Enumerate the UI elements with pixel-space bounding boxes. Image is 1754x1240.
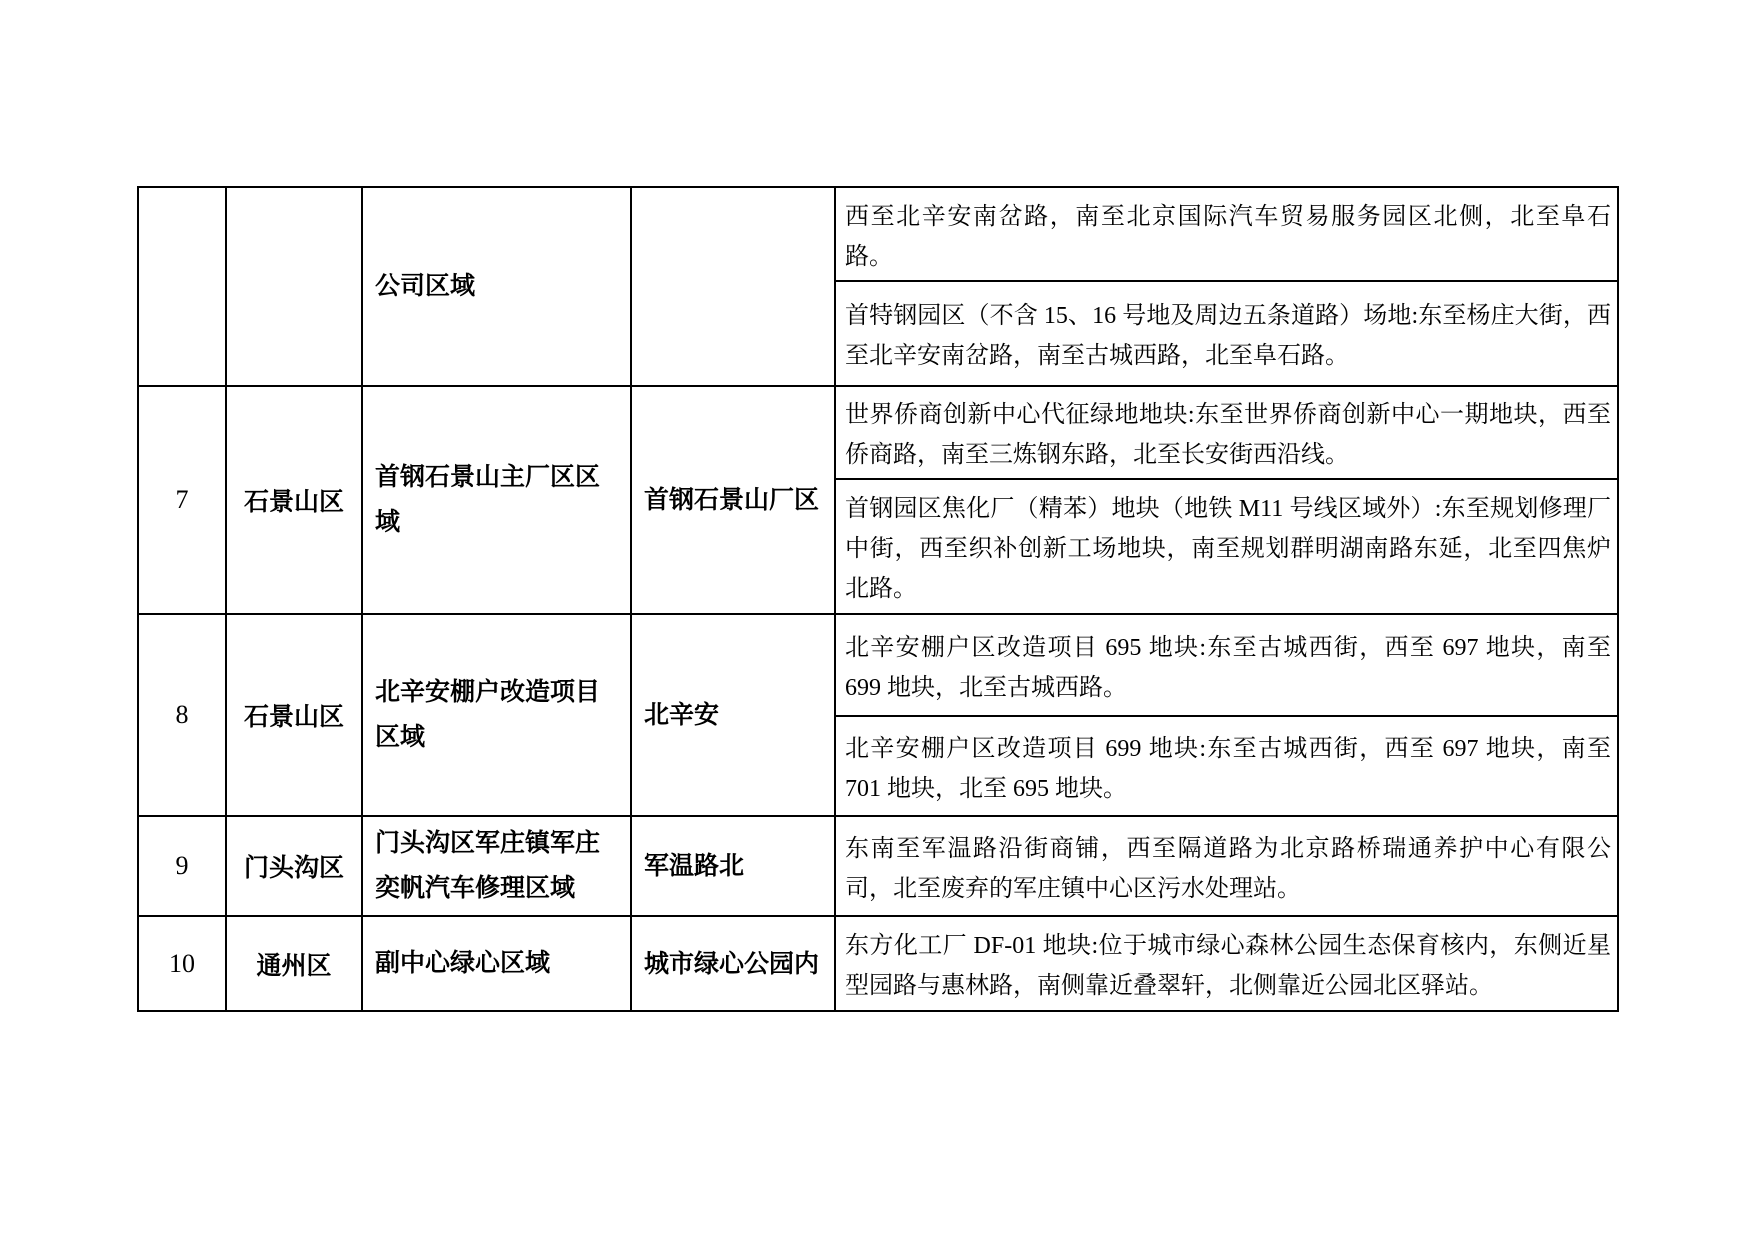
cell-area: 北辛安棚户改造项目区域 <box>362 614 631 816</box>
table-row <box>138 614 1618 716</box>
cell-location: 首钢石景山厂区 <box>631 386 835 614</box>
cell-district: 石景山区 <box>226 386 362 614</box>
district-area-table <box>137 186 1619 1012</box>
table-row <box>138 916 1618 1011</box>
cell-description: 东方化工厂 DF-01 地块:位于城市绿心森林公园生态保育核内，东侧近星型园路与惠林路，南侧靠近叠翠轩，北侧靠近公园北区驿站。 <box>835 916 1618 1011</box>
cell-area: 副中心绿心区域 <box>362 916 631 1011</box>
cell-description: 首特钢园区（不含 15、16 号地及周边五条道路）场地:东至杨庄大街，西至北辛安南岔路，南至古城西路，北至阜石路。 <box>835 281 1618 386</box>
cell-number: 8 <box>138 614 226 816</box>
cell-area: 首钢石景山主厂区区域 <box>362 386 631 614</box>
cell-location: 军温路北 <box>631 816 835 916</box>
cell-description: 首钢园区焦化厂（精苯）地块（地铁 M11 号线区域外）:东至规划修理厂中街，西至织补创新工场地块，南至规划群明湖南路东延，北至四焦炉北路。 <box>835 479 1618 614</box>
cell-district <box>226 187 362 386</box>
cell-description: 世界侨商创新中心代征绿地地块:东至世界侨商创新中心一期地块，西至侨商路，南至三炼钢东路，北至长安街西沿线。 <box>835 386 1618 479</box>
cell-description: 西至北辛安南岔路，南至北京国际汽车贸易服务园区北侧，北至阜石路。 <box>835 187 1618 281</box>
cell-number: 10 <box>138 916 226 1011</box>
cell-description: 北辛安棚户区改造项目 695 地块:东至古城西街，西至 697 地块，南至 699 地块，北至古城西路。 <box>835 614 1618 716</box>
cell-description: 北辛安棚户区改造项目 699 地块:东至古城西街，西至 697 地块，南至 701 地块，北至 695 地块。 <box>835 716 1618 816</box>
cell-location: 北辛安 <box>631 614 835 816</box>
cell-area: 门头沟区军庄镇军庄奕帆汽车修理区域 <box>362 816 631 916</box>
table-row <box>138 187 1618 281</box>
cell-number: 7 <box>138 386 226 614</box>
cell-district: 门头沟区 <box>226 816 362 916</box>
table-row <box>138 386 1618 479</box>
cell-description: 东南至军温路沿街商铺，西至隔道路为北京路桥瑞通养护中心有限公司，北至废弃的军庄镇中心区污水处理站。 <box>835 816 1618 916</box>
cell-number: 9 <box>138 816 226 916</box>
cell-area: 公司区域 <box>362 187 631 386</box>
cell-number <box>138 187 226 386</box>
cell-district: 石景山区 <box>226 614 362 816</box>
cell-district: 通州区 <box>226 916 362 1011</box>
cell-location <box>631 187 835 386</box>
cell-location: 城市绿心公园内 <box>631 916 835 1011</box>
table-row <box>138 816 1618 916</box>
